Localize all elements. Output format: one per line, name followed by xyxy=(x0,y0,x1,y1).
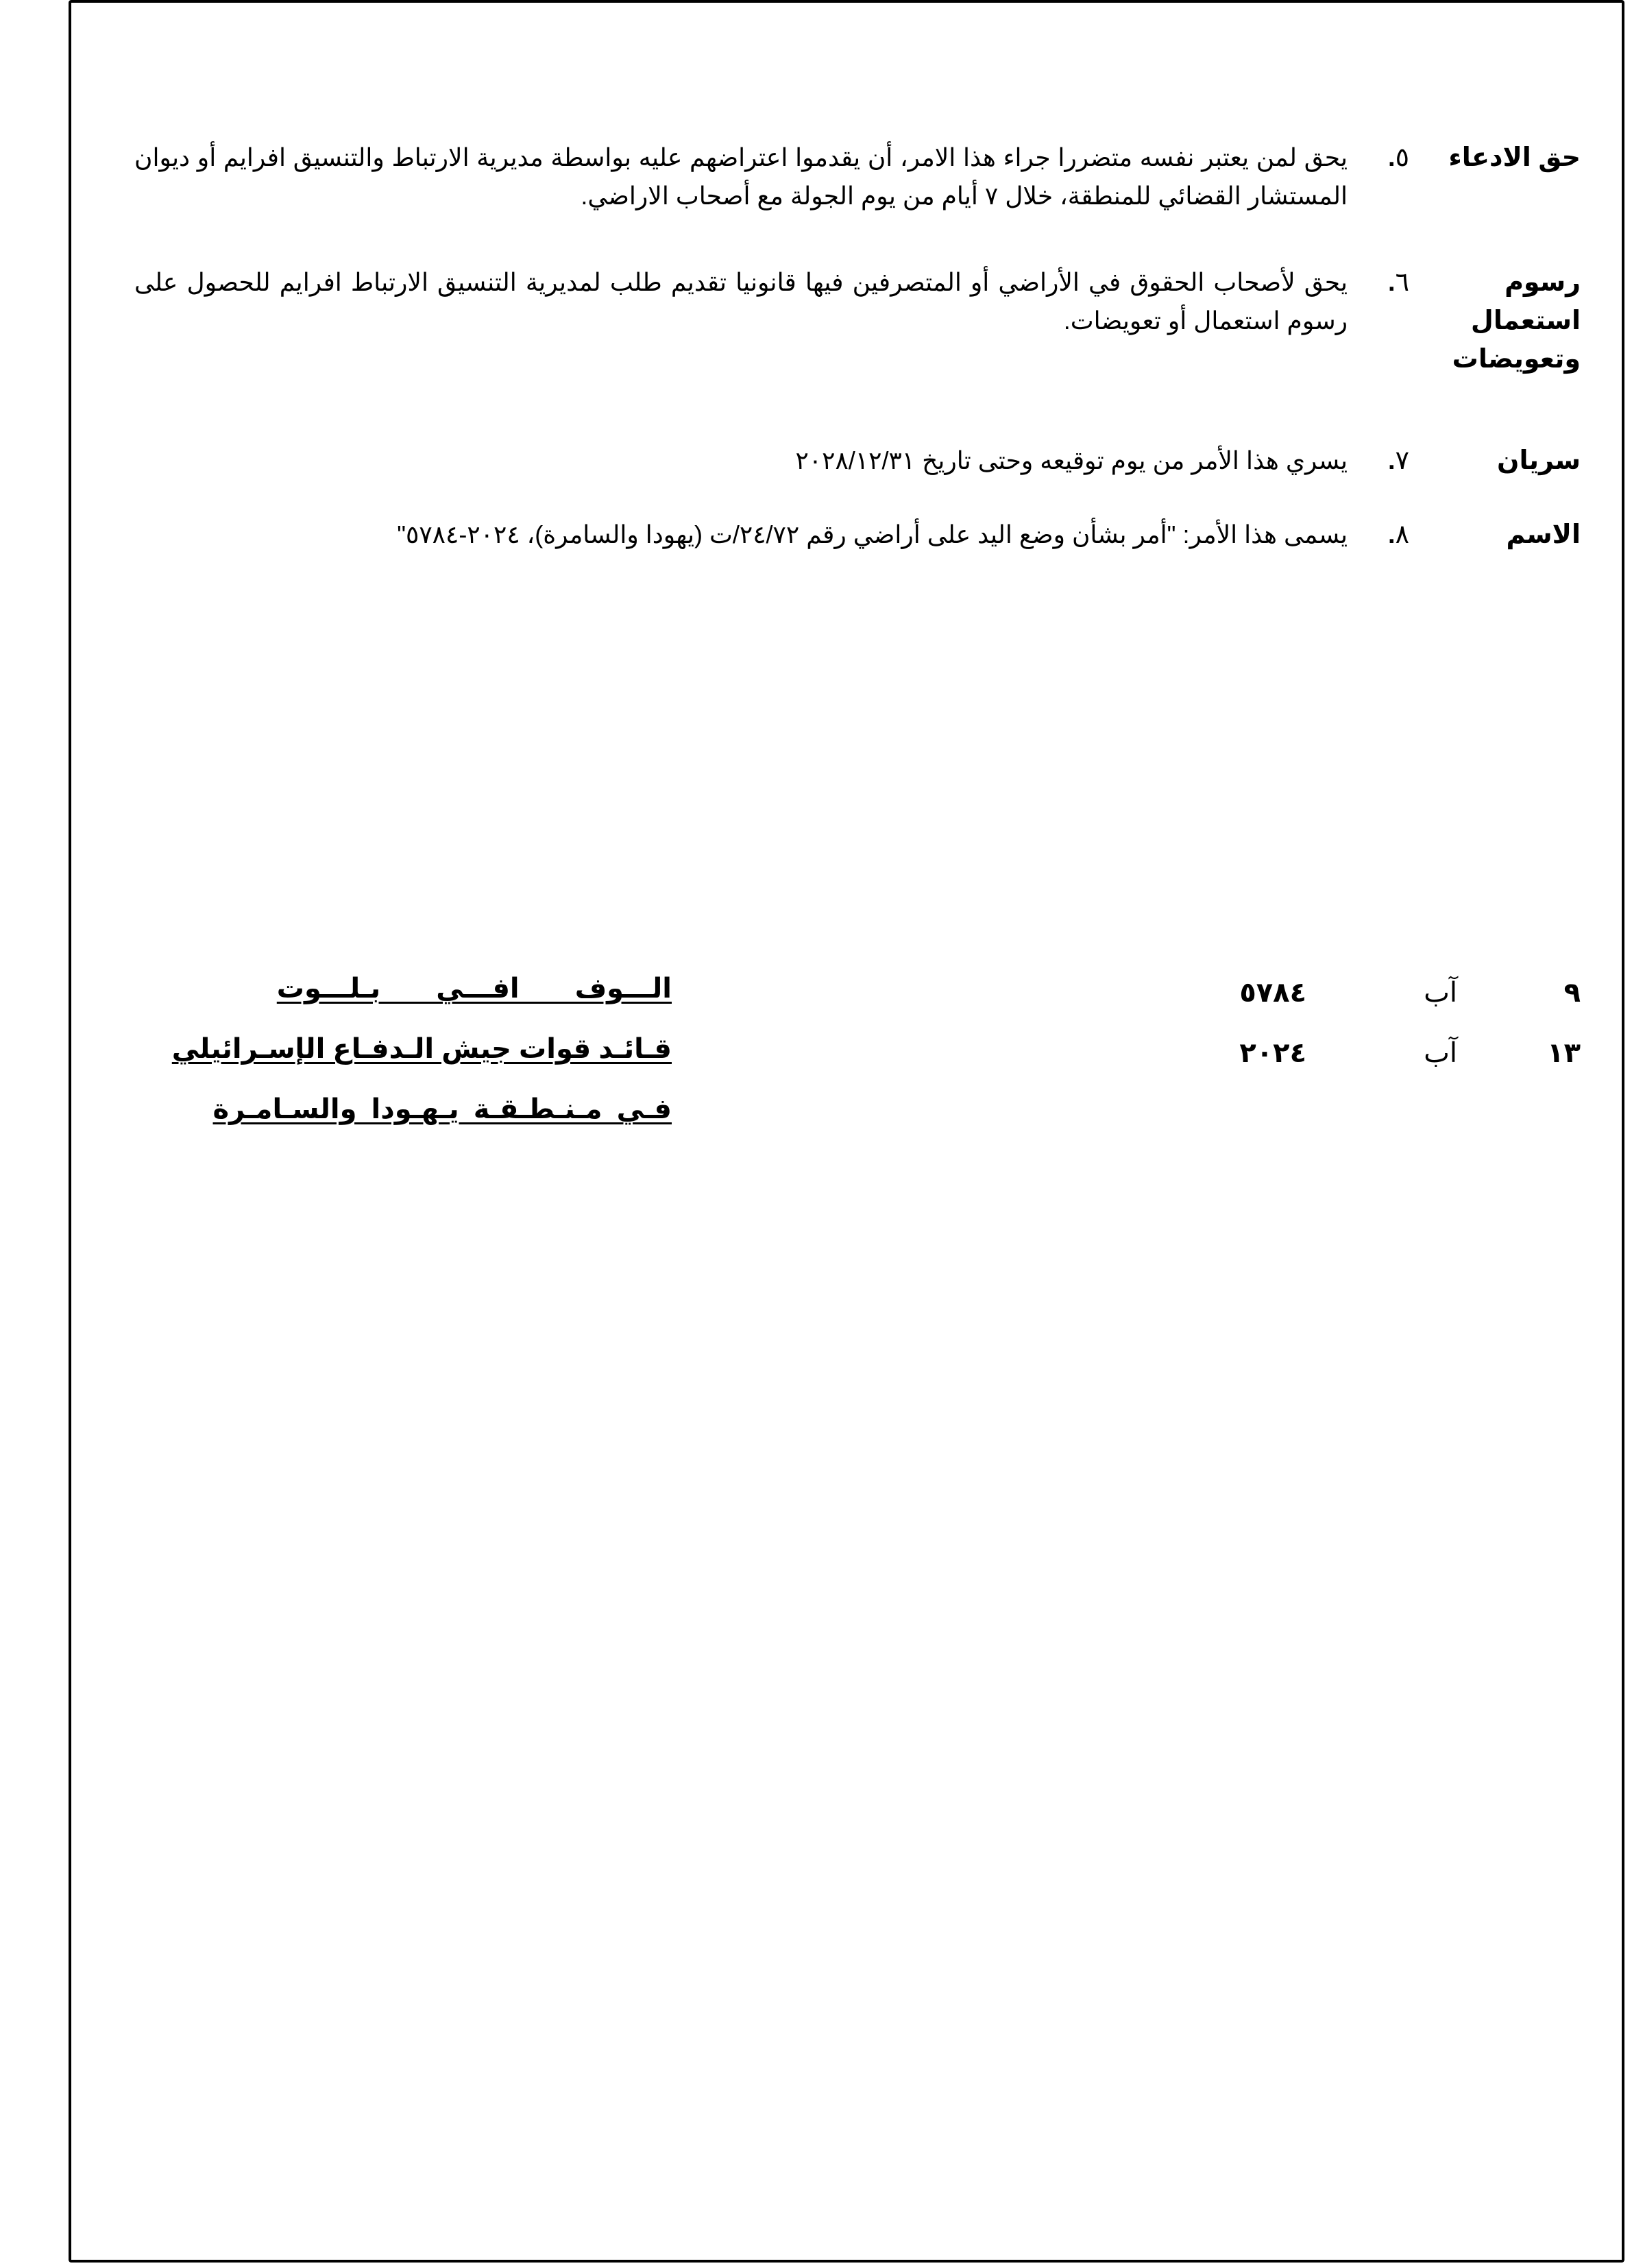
clause-heading: حق الادعاء xyxy=(1448,143,1581,172)
hebrew-date xyxy=(1197,963,1581,1023)
clause-number-value: ٧ xyxy=(1395,446,1409,475)
clause-number: ٧. xyxy=(1388,446,1409,475)
signing-dates xyxy=(1197,963,1581,1083)
clause-5 xyxy=(93,138,1581,228)
date-day: ٩ xyxy=(1563,978,1581,1008)
signature-block xyxy=(171,958,672,1139)
signatory-name: الـــوف افـــي بـلـــوت xyxy=(276,974,672,1004)
clause-8 xyxy=(93,516,1581,557)
document-page xyxy=(69,0,1624,2263)
clause-text: يسري هذا الأمر من يوم توقيعه وحتى تاريخ ٢٠٢٨/١٢/٣١ xyxy=(795,446,1348,474)
order-document xyxy=(71,3,1622,2260)
clause-number-value: ٨ xyxy=(1395,520,1409,549)
date-month: آب xyxy=(1424,978,1457,1008)
clause-heading: سريان xyxy=(1497,446,1581,475)
clause-text: يحق لأصحاب الحقوق في الأراضي أو المتصرفين فيها قانونيا تقديم طلب لمديرية التنسيق الارتباط افرايم للحصول على رسوم استعمال أو تعويضات. xyxy=(134,268,1348,335)
date-year: ٢٠٢٤ xyxy=(1239,1038,1306,1068)
signatory-region: فـي مـنـطـقـة يـهـودا والسـامـرة xyxy=(212,1094,672,1124)
clause-7 xyxy=(93,442,1581,483)
date-year: ٥٧٨٤ xyxy=(1239,978,1306,1008)
clause-heading: رسوم استعمال وتعويضات xyxy=(1452,268,1581,374)
clause-number: ٨. xyxy=(1388,520,1409,549)
clause-number: ٦. xyxy=(1388,268,1409,297)
clause-number: ٥. xyxy=(1388,143,1409,172)
clause-heading: الاسم xyxy=(1506,520,1581,549)
gregorian-date xyxy=(1197,1023,1581,1083)
date-day: ١٣ xyxy=(1547,1038,1581,1068)
clause-6 xyxy=(93,263,1581,387)
signatory-title: قـائـد قوات جيش الـدفـاع الإسـرائيلي xyxy=(171,1034,672,1064)
clause-number-value: ٥ xyxy=(1395,143,1409,172)
clause-number-value: ٦ xyxy=(1395,268,1409,297)
clause-text: يحق لمن يعتبر نفسه متضررا جراء هذا الامر، أن يقدموا اعتراضهم عليه بواسطة مديرية الارتباط والتنسيق افرايم أو ديوان المستشار القضائي للمنطقة، خلال ٧ أيام من يوم الجولة مع أصحاب الاراضي. xyxy=(134,143,1348,210)
clause-text: يسمى هذا الأمر: "أمر بشأن وضع اليد على أراضي رقم ٢٤/٧٢/ت (يهودا والسامرة)، ٢٠٢٤-٥٧٨٤" xyxy=(397,520,1348,548)
date-month: آب xyxy=(1424,1038,1457,1068)
